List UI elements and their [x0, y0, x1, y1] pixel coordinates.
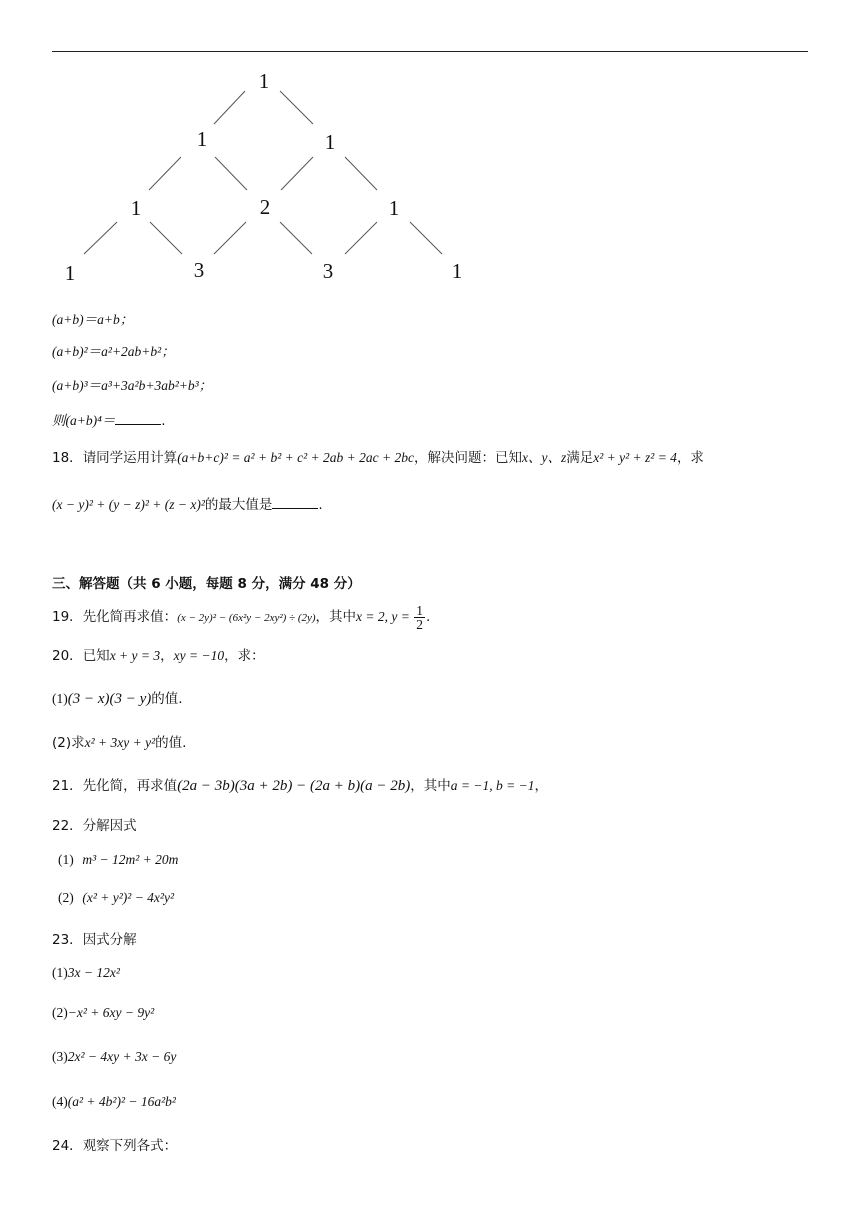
triangle-edge: [280, 222, 312, 254]
expansion-line-3: (a+b)³＝a³+3a²b+3ab²+b³；: [52, 378, 213, 393]
q23-part-4: [52, 1092, 176, 1112]
triangle-number: 1: [64, 261, 76, 285]
q19-expression: (x − 2y)² − (6x²y − 2xy²) ÷ (2y): [177, 612, 316, 624]
q23-p1-expr: 3x − 12x²: [67, 965, 120, 980]
q18-condition: x² + y² + z² = 4: [593, 450, 677, 465]
q20-part-1: [52, 689, 183, 709]
part-label: (4): [52, 1094, 68, 1109]
fraction-numerator: 1: [416, 603, 424, 618]
triangle-edge: [281, 157, 313, 190]
triangle-edge: [214, 222, 246, 254]
q18-text-c: 满足: [566, 450, 594, 466]
q20-cond-2: xy = −10: [173, 648, 225, 663]
question-number: 20．: [52, 648, 83, 664]
triangle-number: 1: [130, 196, 142, 220]
q21-expression: (2a − 3b)(3a + 2b) − (2a + b)(a − 2b): [177, 778, 411, 794]
answer-blank: [272, 494, 318, 509]
q22-p2-expr: (x² + y²)² − 4x²y²: [82, 890, 175, 905]
q23-p3-expr: 2x² − 4xy + 3x − 6y: [67, 1049, 177, 1064]
triangle-number: 1: [388, 196, 400, 220]
q21-suffix: ，: [534, 778, 548, 794]
triangle-number: 3: [193, 258, 205, 282]
q18-text-b: ，解决问题：已知: [413, 450, 522, 466]
q20-cond-1: x + y = 3: [109, 648, 161, 663]
triangle-edge: [150, 222, 182, 254]
part-label: (3): [52, 1049, 68, 1064]
q20-part-2: [52, 733, 186, 753]
answer-blank: [115, 410, 161, 425]
question-20: [52, 646, 265, 666]
q23-part-1: [52, 963, 120, 983]
triangle-edge: [215, 157, 247, 190]
q20-part1-expr: (3 − x)(3 − y): [67, 691, 152, 707]
q23-part-3: [52, 1047, 176, 1067]
part-label: (2): [52, 1005, 68, 1020]
expansion-suffix: .: [161, 413, 166, 429]
part-label: (1): [58, 852, 74, 867]
question-number: 19．: [52, 609, 83, 625]
question-18: [52, 448, 704, 468]
q20-part2-expr: x² + 3xy + y²: [84, 735, 156, 750]
triangle-edge: [410, 222, 442, 254]
triangle-number: 1: [196, 127, 208, 151]
expansion-line-1: (a+b)＝a+b；: [52, 312, 134, 327]
question-22: [52, 816, 137, 836]
triangle-number: 1: [324, 130, 336, 154]
q19-text-a: 先化简再求值：: [82, 609, 178, 625]
q21-text-b: ，其中: [410, 778, 451, 794]
triangle-number: 1: [451, 259, 463, 283]
section-heading: 三、解答题（共 6 小题，每题 8 分，满分 48 分）: [52, 576, 361, 592]
expansion-prefix: 则(a+b)⁴＝: [52, 413, 116, 428]
question-19: [52, 604, 430, 631]
pascal-triangle: [0, 0, 520, 300]
q22-part-2: [58, 888, 174, 908]
fraction-denominator: 2: [416, 617, 424, 632]
q18-suffix: .: [318, 497, 323, 513]
triangle-number: 3: [322, 259, 334, 283]
q18-formula: (a+b+c)² = a² + b² + c² + 2ab + 2ac + 2bc: [177, 450, 414, 465]
q18-vars: x、y、z: [521, 450, 567, 465]
triangle-edge: [149, 157, 181, 190]
q21-condition: a = −1, b = −1: [450, 778, 535, 793]
part-label: (2)求: [52, 735, 85, 751]
q24-title: 观察下列各式：: [82, 1138, 178, 1154]
q19-text-b: ，其中: [315, 609, 357, 625]
q19-suffix: .: [426, 609, 431, 625]
q20-sep: ，: [160, 648, 174, 664]
q22-p1-expr: m³ − 12m² + 20m: [82, 852, 179, 867]
part-label: (2): [58, 890, 74, 905]
triangle-number: 1: [258, 69, 270, 93]
q18-text-a: 请同学运用计算: [82, 450, 178, 466]
question-24: [52, 1136, 177, 1156]
q20-text-b: ，求：: [224, 648, 265, 664]
part-label: (1): [52, 691, 68, 706]
expansion-line-4: [52, 410, 166, 431]
question-18-cont: [52, 494, 323, 515]
question-number: 21．: [52, 778, 83, 794]
q20-part1-text: 的值.: [151, 691, 183, 707]
triangle-edge: [345, 157, 377, 190]
triangle-edge: [345, 222, 377, 254]
q22-part-1: [58, 850, 178, 870]
q18-text-d: ，求: [676, 450, 704, 466]
triangle-edge: [84, 222, 117, 254]
q19-condition: x = 2, y =: [356, 609, 414, 624]
q23-title: 因式分解: [82, 932, 137, 948]
question-23: [52, 930, 137, 950]
q20-part2-text: 的值.: [155, 735, 187, 751]
q21-text-a: 先化简，再求值: [82, 778, 178, 794]
question-number: 23．: [52, 932, 83, 948]
question-number: 18．: [52, 450, 83, 466]
q23-p4-expr: (a² + 4b²)² − 16a²b²: [67, 1094, 176, 1109]
q22-title: 分解因式: [82, 818, 137, 834]
q20-text-a: 已知: [82, 648, 110, 664]
q18-expression: (x − y)² + (y − z)² + (z − x)²: [52, 497, 205, 512]
triangle-edge: [280, 91, 313, 124]
triangle-number: 2: [259, 195, 271, 219]
question-number: 24．: [52, 1138, 83, 1154]
triangle-edge: [214, 91, 245, 124]
q23-part-2: [52, 1003, 154, 1023]
question-number: 22．: [52, 818, 83, 834]
q18-text-e: 的最大值是: [204, 497, 273, 513]
part-label: (1): [52, 965, 68, 980]
fraction: [414, 604, 425, 631]
q23-p2-expr: −x² + 6xy − 9y²: [67, 1005, 155, 1020]
question-21: [52, 776, 548, 796]
expansion-line-2: (a+b)²＝a²+2ab+b²；: [52, 344, 175, 359]
